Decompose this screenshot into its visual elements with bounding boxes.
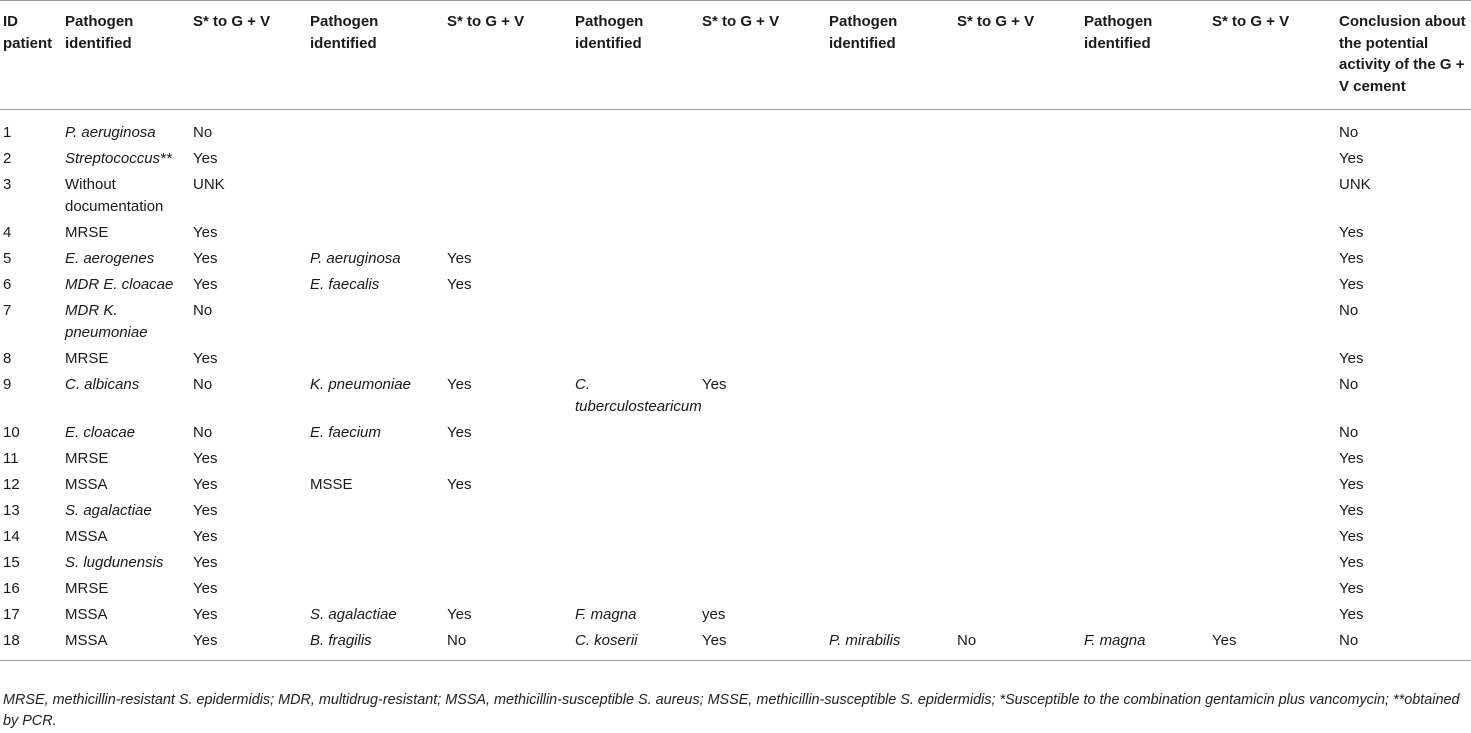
pathogen-2-cell	[307, 298, 444, 346]
susceptibility-1-cell: UNK	[193, 176, 225, 193]
pathogen-2-cell: K. pneumoniae	[310, 376, 411, 393]
susceptibility-4-cell	[954, 146, 1081, 172]
susceptibility-1-cell: Yes	[193, 476, 218, 493]
susceptibility-3-cell	[699, 246, 826, 272]
susceptibility-5-cell	[1209, 346, 1336, 372]
susceptibility-5-cell	[1209, 272, 1336, 298]
id-patient-cell: 17	[3, 606, 20, 623]
pathogen-2-cell	[307, 146, 444, 172]
pathogen-1-cell: Streptococcus**	[65, 150, 172, 167]
pathogen-4-cell	[826, 472, 954, 498]
pathogen-4-cell	[826, 446, 954, 472]
pathogen-5-cell	[1081, 172, 1209, 220]
conclusion-cell: Yes	[1339, 450, 1364, 467]
pathogen-5-cell	[1081, 420, 1209, 446]
susceptibility-5-cell	[1209, 576, 1336, 602]
susceptibility-2-cell: Yes	[447, 424, 472, 441]
pathogen-1-cell: MDR K. pneumoniae	[65, 302, 148, 341]
header-pathogen-3: Pathogen identified	[572, 1, 699, 110]
conclusion-cell: Yes	[1339, 606, 1364, 623]
pathogen-1-cell: E. aerogenes	[65, 250, 155, 267]
id-patient-cell: 13	[3, 502, 20, 519]
susceptibility-4-cell	[954, 346, 1081, 372]
pathogen-1-cell: E. cloacae	[65, 424, 136, 441]
susceptibility-2-cell	[444, 298, 572, 346]
table-row	[0, 172, 1471, 220]
pathogen-2-cell	[307, 110, 444, 147]
susceptibility-5-cell	[1209, 446, 1336, 472]
susceptibility-4-cell	[954, 246, 1081, 272]
header-susceptibility-2: S* to G + V	[444, 1, 572, 110]
pathogen-4-cell	[826, 110, 954, 147]
header-row	[0, 1, 1471, 110]
susceptibility-3-cell	[699, 550, 826, 576]
susceptibility-3-cell	[699, 524, 826, 550]
susceptibility-2-cell: Yes	[447, 606, 472, 623]
susceptibility-1-cell: No	[193, 124, 213, 141]
pathogen-4-cell	[826, 220, 954, 246]
susceptibility-4-cell	[954, 498, 1081, 524]
id-patient-cell: 15	[3, 554, 20, 571]
pathogen-2-cell	[307, 346, 444, 372]
susceptibility-1-cell: No	[193, 376, 213, 393]
pathogen-5-cell	[1081, 576, 1209, 602]
table-row	[0, 446, 1471, 472]
pathogen-1-cell: MSSA	[65, 476, 108, 493]
header-pathogen-4: Pathogen identified	[826, 1, 954, 110]
table-footnote: MRSE, methicillin-resistant S. epidermidis; MDR, multidrug-resistant; MSSA, methicillin-susceptible S. aureus; MSSE, methicillin-susceptible S. epidermidis; *Susceptible to the combination gentamicin plus vancomycin; **obtained by PCR.	[3, 692, 1460, 729]
susceptibility-5-cell	[1209, 110, 1336, 147]
id-patient-cell: 3	[3, 176, 12, 193]
table-row	[0, 420, 1471, 446]
pathogen-2-cell	[307, 576, 444, 602]
pathogen-1-cell: MSSA	[65, 528, 108, 545]
susceptibility-3-cell	[699, 146, 826, 172]
susceptibility-5-cell	[1209, 220, 1336, 246]
pathogen-4-cell	[826, 346, 954, 372]
susceptibility-5-cell	[1209, 172, 1336, 220]
susceptibility-2-cell	[444, 172, 572, 220]
pathogen-5-cell	[1081, 272, 1209, 298]
pathogen-3-cell	[572, 146, 699, 172]
conclusion-cell: Yes	[1339, 250, 1364, 267]
header-conclusion: Conclusion about the potential activity of the G + V cement	[1336, 1, 1471, 110]
pathogen-3-cell: F. magna	[575, 606, 637, 623]
susceptibility-2-cell: Yes	[447, 376, 472, 393]
id-patient-cell: 7	[3, 302, 12, 319]
susceptibility-3-cell	[699, 172, 826, 220]
conclusion-cell: No	[1339, 302, 1359, 319]
pathogen-1-cell: C. albicans	[65, 376, 140, 393]
id-patient-cell: 9	[3, 376, 12, 393]
susceptibility-1-cell: Yes	[193, 450, 218, 467]
susceptibility-4-cell: No	[954, 628, 1081, 661]
conclusion-cell: No	[1339, 124, 1359, 141]
pathogen-3-cell	[572, 298, 699, 346]
table-row	[0, 602, 1471, 628]
susceptibility-2-cell: Yes	[447, 476, 472, 493]
susceptibility-3-cell	[699, 420, 826, 446]
pathogen-4-cell	[826, 372, 954, 420]
susceptibility-5-cell: Yes	[1209, 628, 1336, 661]
susceptibility-4-cell	[954, 220, 1081, 246]
susceptibility-1-cell: Yes	[193, 250, 218, 267]
table-row	[0, 220, 1471, 246]
susceptibility-4-cell	[954, 272, 1081, 298]
table-row	[0, 576, 1471, 602]
conclusion-cell: Yes	[1339, 502, 1364, 519]
susceptibility-1-cell: Yes	[193, 606, 218, 623]
conclusion-cell: UNK	[1339, 176, 1371, 193]
id-patient-cell: 4	[3, 224, 12, 241]
pathogen-2-cell	[307, 172, 444, 220]
susceptibility-3-cell	[699, 446, 826, 472]
pathogen-4-cell	[826, 172, 954, 220]
susceptibility-4-cell	[954, 602, 1081, 628]
pathogen-3-cell	[572, 220, 699, 246]
pathogen-3-cell	[572, 110, 699, 147]
pathogen-2-cell	[307, 220, 444, 246]
pathogen-4-cell	[826, 246, 954, 272]
table-row	[0, 472, 1471, 498]
pathogen-3-cell	[572, 272, 699, 298]
pathogen-5-cell	[1081, 472, 1209, 498]
pathogen-3-cell: C. koserii	[572, 628, 699, 661]
susceptibility-2-cell	[444, 524, 572, 550]
susceptibility-5-cell	[1209, 298, 1336, 346]
susceptibility-4-cell	[954, 420, 1081, 446]
susceptibility-1-cell: No	[193, 302, 213, 319]
id-patient-cell: 18	[0, 628, 62, 661]
pathogen-1-cell: S. agalactiae	[65, 502, 152, 519]
susceptibility-2-cell	[444, 498, 572, 524]
susceptibility-5-cell	[1209, 420, 1336, 446]
susceptibility-3-cell	[699, 472, 826, 498]
susceptibility-3-cell	[699, 110, 826, 147]
header-susceptibility-4: S* to G + V	[954, 1, 1081, 110]
pathogen-3-cell	[572, 420, 699, 446]
id-patient-cell: 14	[3, 528, 20, 545]
susceptibility-2-cell	[444, 576, 572, 602]
pathogen-5-cell	[1081, 346, 1209, 372]
table-row	[0, 246, 1471, 272]
header-pathogen-2: Pathogen identified	[307, 1, 444, 110]
conclusion-cell: No	[1339, 376, 1359, 393]
conclusion-cell: Yes	[1339, 224, 1364, 241]
pathogen-4-cell	[826, 550, 954, 576]
susceptibility-3-cell: yes	[702, 606, 726, 623]
susceptibility-5-cell	[1209, 602, 1336, 628]
susceptibility-4-cell	[954, 172, 1081, 220]
pathogen-4-cell	[826, 272, 954, 298]
pathogen-3-cell	[572, 498, 699, 524]
id-patient-cell: 16	[3, 580, 20, 597]
pathogen-5-cell	[1081, 246, 1209, 272]
pathogen-1-cell: MSSA	[65, 606, 108, 623]
table-row	[0, 372, 1471, 420]
susceptibility-3-cell	[699, 576, 826, 602]
susceptibility-1-cell: Yes	[193, 580, 218, 597]
susceptibility-1-cell: Yes	[193, 224, 218, 241]
pathogen-2-cell	[307, 524, 444, 550]
header-susceptibility-1: S* to G + V	[190, 1, 307, 110]
pathogen-2-cell: P. aeruginosa	[310, 250, 401, 267]
pathogen-4-cell	[826, 498, 954, 524]
id-patient-cell: 12	[3, 476, 20, 493]
pathogen-5-cell	[1081, 602, 1209, 628]
pathogen-4-cell	[826, 298, 954, 346]
susceptibility-3-cell	[699, 220, 826, 246]
pathogen-5-cell	[1081, 298, 1209, 346]
susceptibility-1-cell: Yes	[193, 350, 218, 367]
pathogen-1-cell: P. aeruginosa	[65, 124, 156, 141]
pathogen-4-cell	[826, 524, 954, 550]
table-row	[0, 346, 1471, 372]
pathogen-2-cell: MSSE	[310, 476, 353, 493]
pathogen-4-cell	[826, 146, 954, 172]
conclusion-cell: Yes	[1339, 528, 1364, 545]
pathogen-5-cell	[1081, 550, 1209, 576]
pathogen-1-cell: Without documentation	[65, 176, 164, 215]
susceptibility-1-cell: Yes	[193, 554, 218, 571]
header-pathogen-1: Pathogen identified	[62, 1, 190, 110]
pathogen-2-cell: E. faecium	[310, 424, 381, 441]
susceptibility-4-cell	[954, 372, 1081, 420]
conclusion-cell: Yes	[1339, 276, 1364, 293]
conclusion-cell: Yes	[1339, 554, 1364, 571]
id-patient-cell: 2	[3, 150, 12, 167]
pathogen-1-cell: MDR E. cloacae	[65, 276, 174, 293]
pathogen-2-cell	[307, 498, 444, 524]
pathogen-5-cell	[1081, 524, 1209, 550]
susceptibility-2-cell	[444, 550, 572, 576]
table-row	[0, 272, 1471, 298]
conclusion-cell: Yes	[1339, 150, 1364, 167]
susceptibility-1-cell: Yes	[193, 528, 218, 545]
pathogen-1-cell: MRSE	[65, 450, 109, 467]
pathogen-3-cell	[572, 550, 699, 576]
susceptibility-3-cell	[699, 298, 826, 346]
pathogen-3-cell	[572, 472, 699, 498]
pathogen-4-cell	[826, 576, 954, 602]
susceptibility-4-cell	[954, 446, 1081, 472]
pathogen-2-cell	[307, 550, 444, 576]
header-susceptibility-3: S* to G + V	[699, 1, 826, 110]
pathogen-2-cell: S. agalactiae	[310, 606, 397, 623]
pathogen-2-cell: E. faecalis	[310, 276, 380, 293]
pathogen-1-cell: MRSE	[65, 350, 109, 367]
conclusion-cell: Yes	[1339, 580, 1364, 597]
susceptibility-3-cell: Yes	[699, 628, 826, 661]
table-row	[0, 628, 1471, 661]
table-row	[0, 110, 1471, 147]
header-pathogen-5: Pathogen identified	[1081, 1, 1209, 110]
id-patient-cell: 6	[3, 276, 12, 293]
susceptibility-5-cell	[1209, 246, 1336, 272]
pathogen-5-cell	[1081, 146, 1209, 172]
susceptibility-3-cell: Yes	[702, 376, 727, 393]
susceptibility-5-cell	[1209, 498, 1336, 524]
table-row	[0, 146, 1471, 172]
pathogen-1-cell: MSSA	[62, 628, 190, 661]
header-susceptibility-5: S* to G + V	[1209, 1, 1336, 110]
pathogen-4-cell: P. mirabilis	[826, 628, 954, 661]
susceptibility-3-cell	[699, 346, 826, 372]
pathogen-1-cell: MRSE	[65, 580, 109, 597]
pathogen-3-cell	[572, 576, 699, 602]
id-patient-cell: 8	[3, 350, 12, 367]
pathogen-5-cell	[1081, 498, 1209, 524]
pathogen-4-cell	[826, 420, 954, 446]
susceptibility-3-cell	[699, 498, 826, 524]
susceptibility-1-cell: Yes	[193, 150, 218, 167]
table-body	[0, 110, 1471, 661]
susceptibility-4-cell	[954, 298, 1081, 346]
susceptibility-2-cell	[444, 110, 572, 147]
susceptibility-4-cell	[954, 550, 1081, 576]
susceptibility-2-cell: Yes	[447, 276, 472, 293]
susceptibility-4-cell	[954, 110, 1081, 147]
header-id-patient: ID patient	[0, 1, 62, 110]
pathogen-5-cell	[1081, 372, 1209, 420]
susceptibility-5-cell	[1209, 472, 1336, 498]
pathogen-3-cell: C. tuberculostearicum	[575, 376, 702, 415]
pathogen-1-cell: MRSE	[65, 224, 109, 241]
pathogen-2-cell: B. fragilis	[307, 628, 444, 661]
susceptibility-2-cell: Yes	[447, 250, 472, 267]
pathogen-2-cell	[307, 446, 444, 472]
pathogen-5-cell: F. magna	[1081, 628, 1209, 661]
table-row	[0, 498, 1471, 524]
susceptibility-2-cell: No	[444, 628, 572, 661]
pathogen-3-cell	[572, 524, 699, 550]
pathogen-5-cell	[1081, 110, 1209, 147]
pathogen-3-cell	[572, 172, 699, 220]
susceptibility-1-cell: Yes	[193, 276, 218, 293]
pathogen-5-cell	[1081, 220, 1209, 246]
susceptibility-5-cell	[1209, 524, 1336, 550]
susceptibility-4-cell	[954, 472, 1081, 498]
id-patient-cell: 1	[3, 124, 12, 141]
pathogen-3-cell	[572, 246, 699, 272]
conclusion-cell: Yes	[1339, 350, 1364, 367]
susceptibility-5-cell	[1209, 372, 1336, 420]
susceptibility-5-cell	[1209, 550, 1336, 576]
id-patient-cell: 10	[3, 424, 20, 441]
id-patient-cell: 11	[3, 450, 19, 467]
susceptibility-2-cell	[444, 220, 572, 246]
conclusion-cell: No	[1336, 628, 1471, 661]
table-row	[0, 524, 1471, 550]
id-patient-cell: 5	[3, 250, 12, 267]
pathogen-1-cell: S. lugdunensis	[65, 554, 164, 571]
susceptibility-2-cell	[444, 346, 572, 372]
susceptibility-5-cell	[1209, 146, 1336, 172]
susceptibility-1-cell: Yes	[190, 628, 307, 661]
conclusion-cell: No	[1339, 424, 1359, 441]
table-row	[0, 298, 1471, 346]
susceptibility-2-cell	[444, 446, 572, 472]
susceptibility-4-cell	[954, 576, 1081, 602]
table-row	[0, 550, 1471, 576]
conclusion-cell: Yes	[1339, 476, 1364, 493]
susceptibility-3-cell	[699, 272, 826, 298]
susceptibility-1-cell: Yes	[193, 502, 218, 519]
pathogen-3-cell	[572, 446, 699, 472]
susceptibility-4-cell	[954, 524, 1081, 550]
susceptibility-1-cell: No	[193, 424, 213, 441]
susceptibility-2-cell	[444, 146, 572, 172]
pathogen-5-cell	[1081, 446, 1209, 472]
pathogen-3-cell	[572, 346, 699, 372]
pathogen-4-cell	[826, 602, 954, 628]
